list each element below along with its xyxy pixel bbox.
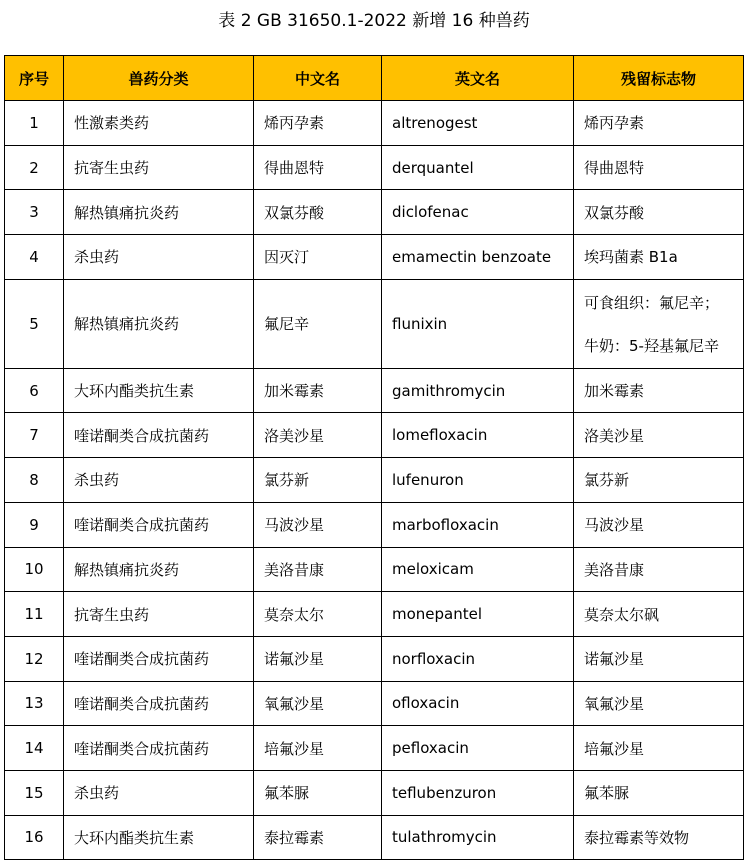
table-body (5, 101, 744, 860)
cell-residue-marker (574, 279, 744, 368)
residue-marker-line: 马波沙星 (584, 516, 645, 535)
table-title: 表 2 GB 31650.1-2022 新增 16 种兽药 (218, 11, 530, 31)
cell-residue-marker (574, 413, 744, 458)
cell-chinese-name: 因灭汀 (254, 235, 382, 280)
cell-chinese-name: 诺氟沙星 (254, 636, 382, 681)
cell-no: 9 (5, 502, 64, 547)
cell-no: 11 (5, 592, 64, 637)
cell-no: 8 (5, 458, 64, 503)
residue-marker-line: 洛美沙星 (584, 426, 645, 445)
residue-marker-line: 诺氟沙星 (584, 650, 645, 669)
table-header (5, 56, 744, 101)
residue-marker-line: 烯丙孕素 (584, 114, 645, 133)
header-chinese-name: 中文名 (254, 56, 382, 101)
cell-category: 喹诺酮类合成抗菌药 (64, 726, 254, 771)
header-row (5, 56, 744, 101)
cell-residue-marker (574, 636, 744, 681)
cell-residue-marker (574, 726, 744, 771)
residue-marker-line: 美洛昔康 (584, 560, 645, 579)
cell-category: 杀虫药 (64, 770, 254, 815)
cell-residue-marker (574, 101, 744, 146)
cell-category: 性激素类药 (64, 101, 254, 146)
cell-chinese-name: 氧氟沙星 (254, 681, 382, 726)
cell-residue-marker (574, 547, 744, 592)
table-row (5, 101, 744, 146)
cell-no: 2 (5, 145, 64, 190)
table-row (5, 592, 744, 637)
cell-category: 喹诺酮类合成抗菌药 (64, 502, 254, 547)
cell-english-name: flunixin (382, 279, 574, 368)
cell-chinese-name: 洛美沙星 (254, 413, 382, 458)
cell-residue-marker (574, 815, 744, 860)
cell-category: 喹诺酮类合成抗菌药 (64, 636, 254, 681)
cell-english-name: tulathromycin (382, 815, 574, 860)
cell-english-name: meloxicam (382, 547, 574, 592)
cell-no: 14 (5, 726, 64, 771)
veterinary-drugs-table (4, 55, 744, 860)
table-row (5, 636, 744, 681)
cell-category: 杀虫药 (64, 458, 254, 503)
cell-english-name: ofloxacin (382, 681, 574, 726)
residue-marker-line: 双氯芬酸 (584, 203, 645, 222)
table-row (5, 145, 744, 190)
cell-chinese-name: 烯丙孕素 (254, 101, 382, 146)
residue-marker-line: 泰拉霉素等效物 (584, 828, 690, 847)
cell-english-name: monepantel (382, 592, 574, 637)
cell-chinese-name: 美洛昔康 (254, 547, 382, 592)
cell-chinese-name: 培氟沙星 (254, 726, 382, 771)
cell-english-name: emamectin benzoate (382, 235, 574, 280)
cell-no: 15 (5, 770, 64, 815)
table-row (5, 279, 744, 368)
header-english-name: 英文名 (382, 56, 574, 101)
table-row (5, 547, 744, 592)
table-row (5, 770, 744, 815)
cell-no: 10 (5, 547, 64, 592)
table-row (5, 413, 744, 458)
residue-marker-line: 可食组织：氟尼辛； (584, 293, 720, 312)
cell-chinese-name: 氯芬新 (254, 458, 382, 503)
table-row (5, 235, 744, 280)
cell-no: 7 (5, 413, 64, 458)
cell-category: 大环内酯类抗生素 (64, 368, 254, 413)
cell-category: 大环内酯类抗生素 (64, 815, 254, 860)
cell-english-name: diclofenac (382, 190, 574, 235)
residue-marker-line: 氧氟沙星 (584, 694, 645, 713)
cell-category: 杀虫药 (64, 235, 254, 280)
cell-no: 1 (5, 101, 64, 146)
cell-no: 13 (5, 681, 64, 726)
cell-chinese-name: 氟苯脲 (254, 770, 382, 815)
cell-english-name: teflubenzuron (382, 770, 574, 815)
cell-category: 喹诺酮类合成抗菌药 (64, 681, 254, 726)
cell-chinese-name: 双氯芬酸 (254, 190, 382, 235)
cell-english-name: altrenogest (382, 101, 574, 146)
residue-marker-line: 氟苯脲 (584, 784, 630, 803)
cell-english-name: lufenuron (382, 458, 574, 503)
cell-residue-marker (574, 592, 744, 637)
cell-residue-marker (574, 368, 744, 413)
cell-chinese-name: 莫奈太尔 (254, 592, 382, 637)
cell-no: 5 (5, 279, 64, 368)
header-residue-marker: 残留标志物 (574, 56, 744, 101)
cell-chinese-name: 氟尼辛 (254, 279, 382, 368)
cell-chinese-name: 泰拉霉素 (254, 815, 382, 860)
cell-category: 抗寄生虫药 (64, 145, 254, 190)
cell-residue-marker (574, 458, 744, 503)
cell-chinese-name: 得曲恩特 (254, 145, 382, 190)
cell-category: 解热镇痛抗炎药 (64, 547, 254, 592)
cell-no: 4 (5, 235, 64, 280)
cell-residue-marker (574, 190, 744, 235)
cell-english-name: marbofloxacin (382, 502, 574, 547)
header-no: 序号 (5, 56, 64, 101)
table-row (5, 726, 744, 771)
residue-marker-line: 得曲恩特 (584, 159, 645, 178)
table-row (5, 681, 744, 726)
cell-english-name: norfloxacin (382, 636, 574, 681)
cell-residue-marker (574, 502, 744, 547)
table-row (5, 190, 744, 235)
cell-english-name: derquantel (382, 145, 574, 190)
cell-category: 抗寄生虫药 (64, 592, 254, 637)
cell-no: 6 (5, 368, 64, 413)
header-category: 兽药分类 (64, 56, 254, 101)
cell-category: 解热镇痛抗炎药 (64, 190, 254, 235)
cell-residue-marker (574, 145, 744, 190)
residue-marker-line: 加米霉素 (584, 382, 645, 401)
cell-category: 解热镇痛抗炎药 (64, 279, 254, 368)
cell-residue-marker (574, 681, 744, 726)
cell-english-name: lomefloxacin (382, 413, 574, 458)
table-row (5, 502, 744, 547)
cell-no: 12 (5, 636, 64, 681)
table-row (5, 368, 744, 413)
cell-english-name: pefloxacin (382, 726, 574, 771)
residue-marker-line: 培氟沙星 (584, 739, 645, 758)
residue-marker-line: 牛奶：5-羟基氟尼辛 (584, 336, 719, 355)
cell-residue-marker (574, 770, 744, 815)
cell-no: 16 (5, 815, 64, 860)
table-row (5, 815, 744, 860)
cell-chinese-name: 加米霉素 (254, 368, 382, 413)
cell-english-name: gamithromycin (382, 368, 574, 413)
cell-residue-marker (574, 235, 744, 280)
cell-no: 3 (5, 190, 64, 235)
residue-marker-line: 氯芬新 (584, 471, 630, 490)
residue-marker-line: 埃玛菌素 B1a (584, 248, 678, 267)
residue-marker-line: 莫奈太尔砜 (584, 605, 660, 624)
cell-chinese-name: 马波沙星 (254, 502, 382, 547)
cell-category: 喹诺酮类合成抗菌药 (64, 413, 254, 458)
table-row (5, 458, 744, 503)
